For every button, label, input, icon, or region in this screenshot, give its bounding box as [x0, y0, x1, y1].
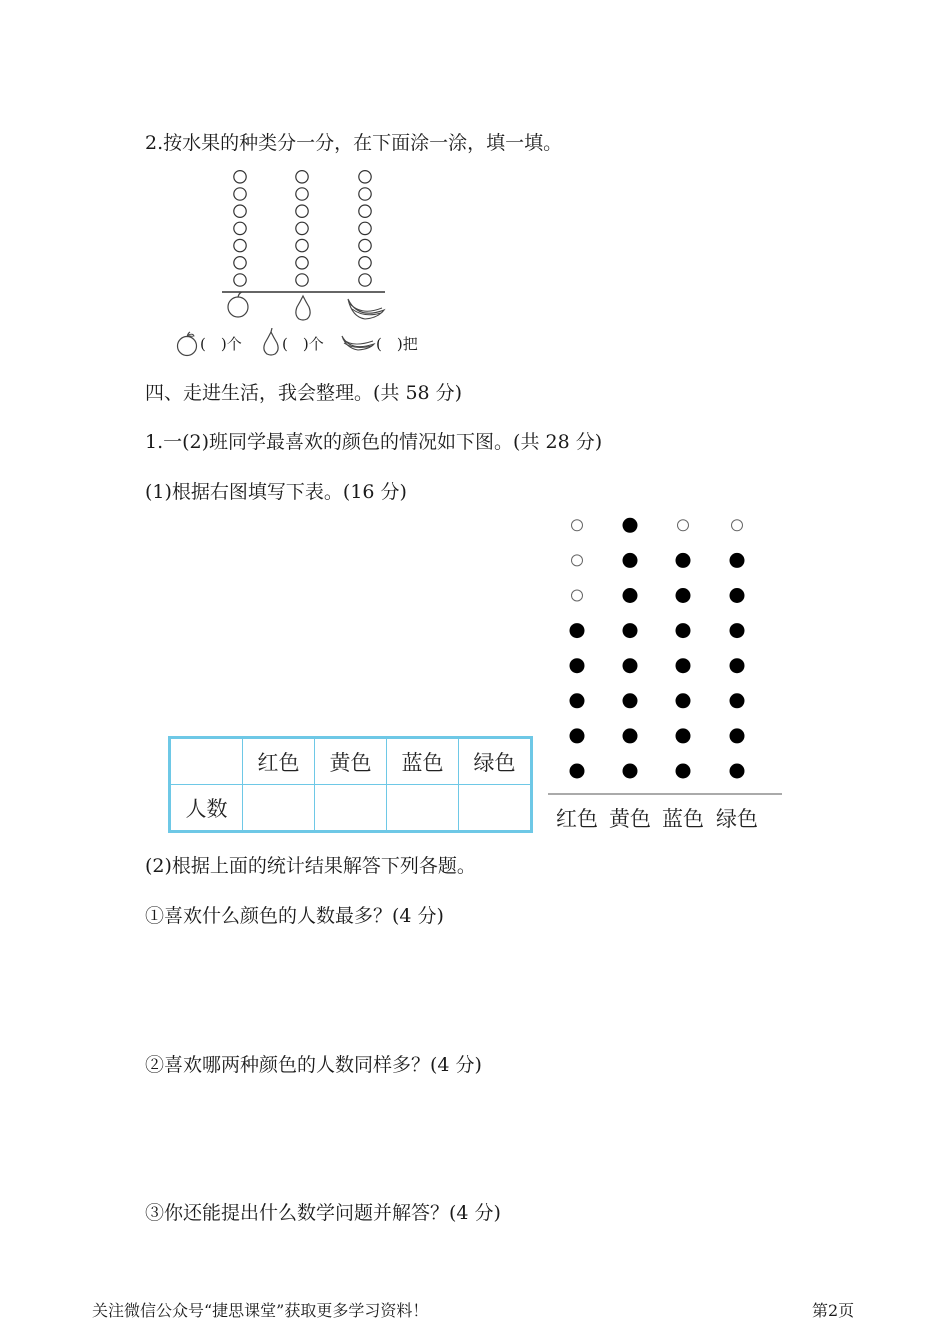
color-dot-filled	[623, 518, 638, 533]
color-dot-filled	[730, 623, 745, 638]
fruit-circle-mark[interactable]	[296, 274, 308, 286]
fruit-answer-row	[172, 328, 452, 358]
page-number: 第2页	[812, 1301, 855, 1320]
sub-question-2: ②喜欢哪两种颜色的人数同样多？(4 分)	[145, 1054, 482, 1076]
fruit-circle-chart	[218, 168, 393, 328]
sub-question-3: ③你还能提出什么数学问题并解答？(4 分)	[145, 1202, 501, 1224]
color-dot-filled	[676, 693, 691, 708]
question-2-title: 2.按水果的种类分一分，在下面涂一涂，填一填。	[145, 132, 563, 154]
footer-note: 关注微信公众号“捷思课堂”获取更多学习资料！	[92, 1301, 429, 1320]
fruit-circle-mark[interactable]	[234, 239, 246, 251]
table-row	[170, 785, 532, 832]
fruit-circle-mark[interactable]	[359, 274, 371, 286]
color-dot-filled	[623, 658, 638, 673]
color-dot-filled	[730, 658, 745, 673]
table-header-row	[170, 738, 532, 785]
color-dot-filled	[623, 728, 638, 743]
table-cell-yellow[interactable]	[315, 785, 387, 832]
fruit-circle-mark[interactable]	[234, 274, 246, 286]
color-dot-filled	[676, 623, 691, 638]
color-dot-chart	[545, 510, 790, 840]
color-dot-filled	[676, 764, 691, 779]
fruit-circle-mark[interactable]	[359, 222, 371, 234]
color-dot-filled	[570, 764, 585, 779]
color-dot-empty	[572, 555, 583, 566]
color-dot-filled	[730, 728, 745, 743]
color-axis-label: 黄色	[609, 807, 651, 831]
color-axis-label: 蓝色	[662, 807, 704, 831]
apple-count-blank[interactable]: ( )个	[200, 335, 242, 353]
table-cell-red[interactable]	[243, 785, 315, 832]
color-dot-filled	[730, 764, 745, 779]
banana-icon	[340, 332, 376, 354]
color-dot-filled	[676, 553, 691, 568]
fruit-circle-mark[interactable]	[359, 188, 371, 200]
table-row-label: 人数	[170, 785, 243, 832]
fruit-circle-mark[interactable]	[359, 239, 371, 251]
table-cell-blue[interactable]	[387, 785, 459, 832]
color-dot-filled	[730, 693, 745, 708]
banana-count-blank[interactable]: ( )把	[376, 335, 418, 353]
color-dot-filled	[570, 728, 585, 743]
apple-icon	[228, 292, 248, 317]
color-dot-empty	[572, 520, 583, 531]
table-header-yellow: 黄色	[315, 738, 387, 785]
color-dot-filled	[623, 623, 638, 638]
fruit-circle-mark[interactable]	[296, 188, 308, 200]
table-corner-cell	[170, 738, 243, 785]
question-1-part-2: (2)根据上面的统计结果解答下列各题。	[145, 855, 476, 877]
fruit-circle-mark[interactable]	[234, 205, 246, 217]
color-dot-filled	[623, 588, 638, 603]
table-header-blue: 蓝色	[387, 738, 459, 785]
banana-icon	[348, 299, 384, 319]
sub-question-1: ①喜欢什么颜色的人数最多？(4 分)	[145, 905, 444, 927]
color-dot-empty	[678, 520, 689, 531]
color-axis-label: 红色	[556, 807, 598, 831]
color-axis-label: 绿色	[716, 807, 758, 831]
fruit-circle-mark[interactable]	[359, 257, 371, 269]
apple-icon	[175, 331, 199, 357]
color-dot-empty	[572, 590, 583, 601]
fruit-circle-mark[interactable]	[359, 171, 371, 183]
fruit-circle-mark[interactable]	[234, 171, 246, 183]
fruit-circle-mark[interactable]	[234, 257, 246, 269]
color-dot-filled	[676, 588, 691, 603]
fruit-circle-mark[interactable]	[296, 205, 308, 217]
color-count-table	[168, 736, 533, 833]
color-dot-filled	[570, 693, 585, 708]
color-dot-filled	[570, 658, 585, 673]
section-4-title: 四、走进生活，我会整理。(共 58 分)	[145, 382, 463, 404]
fruit-circle-mark[interactable]	[234, 188, 246, 200]
fruit-circle-mark[interactable]	[296, 171, 308, 183]
table-cell-green[interactable]	[459, 785, 532, 832]
fruit-circle-mark[interactable]	[296, 257, 308, 269]
color-dot-filled	[730, 588, 745, 603]
fruit-circle-mark[interactable]	[296, 239, 308, 251]
pear-count-blank[interactable]: ( )个	[282, 335, 324, 353]
color-dot-filled	[676, 728, 691, 743]
fruit-circle-mark[interactable]	[234, 222, 246, 234]
color-dot-filled	[730, 553, 745, 568]
fruit-circle-mark[interactable]	[359, 205, 371, 217]
pear-icon	[296, 296, 310, 320]
table-header-red: 红色	[243, 738, 315, 785]
fruit-circle-mark[interactable]	[296, 222, 308, 234]
color-dot-filled	[570, 623, 585, 638]
question-1-part-1: (1)根据右图填写下表。(16 分)	[145, 481, 407, 503]
color-dot-empty	[732, 520, 743, 531]
table-header-green: 绿色	[459, 738, 532, 785]
color-dot-filled	[623, 553, 638, 568]
pear-icon	[260, 328, 282, 356]
color-dot-filled	[623, 764, 638, 779]
question-1-title: 1.一(2)班同学最喜欢的颜色的情况如下图。(共 28 分)	[145, 431, 603, 453]
color-dot-filled	[623, 693, 638, 708]
color-dot-filled	[676, 658, 691, 673]
